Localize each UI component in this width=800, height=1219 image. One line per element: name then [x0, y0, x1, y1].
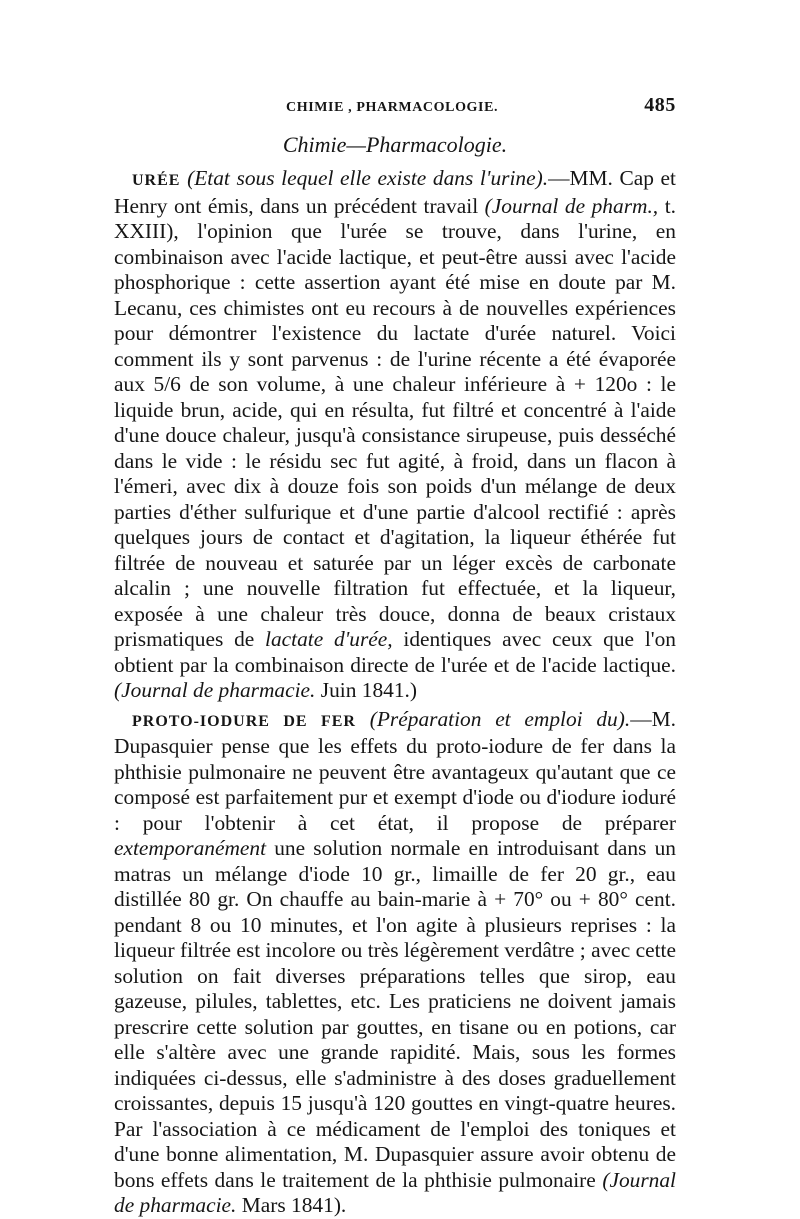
- article-text: —M. Dupasquier pense que les effets du proto-iodure de fer dans la phthisie pulmonaire ne peuvent être avantageux qu'autant que ce composé est parfaitement pur et exempt d'iode ou d'iodure ioduré : pour l'obtenir à cet état, il propose de préparer: [114, 706, 676, 835]
- running-header: [114, 88, 676, 118]
- article-subtitle: (Etat sous lequel elle existe dans l'urine).: [187, 166, 549, 190]
- article-source: (Journal de pharmacie.: [114, 678, 316, 702]
- article-text: une solution normale en introduisant dans un matras un mélange d'iode 10 gr., limaille de fer 20 gr., eau distillée 80 gr. On chauffe au bain-marie à + 70° ou + 80° cent. pendant 8 ou 10 minutes, et l'on agite à plusieurs reprises : la liqueur filtrée est incolore ou très légèrement verdâtre ; avec cette solution on fait diverses préparations telles que sirop, eau gazeuse, pilules, tablettes, etc. Les praticiens ne doivent jamais prescrire cette solution par gouttes, en tisane ou en potions, car elle s'altère avec une grande rapidité. Mais, sous les formes indiquées ci-dessus, elle s'administre à des doses graduellement croissantes, depuis 15 jusqu'à 120 gouttes en vingt-quatre heures. Par l'association à ce médicament de l'emploi des toniques et d'une bonne alimentation, M. Dupasquier assure avoir obtenu de bons effets dans le traitement de la phthisie pulmonaire: [114, 836, 676, 1192]
- article-lead: URÉE: [132, 172, 181, 189]
- article-citation: (Journal de pharm.,: [484, 193, 665, 218]
- article-proto-iodure: [114, 707, 676, 1219]
- article-source: (Journal de pharmacie.: [114, 1167, 676, 1217]
- article-text: —MM. Cap et Henry ont émis, dans un précédent travail: [114, 166, 676, 218]
- article-text: identiques avec ceux que l'on obtient par la combinaison directe de l'urée et de l'acide lactique.: [114, 627, 677, 677]
- section-title: Chimie—Pharmacologie.: [282, 132, 508, 157]
- page-number: 485: [644, 94, 676, 116]
- article-date: Mars 1841).: [236, 1193, 347, 1217]
- article-lead: PROTO-IODURE DE FER: [132, 712, 356, 730]
- article-term: extemporanément: [114, 836, 267, 860]
- article-uree: [114, 166, 676, 704]
- running-title: CHIMIE , PHARMACOLOGIE.: [286, 100, 499, 115]
- book-page: [114, 88, 676, 1219]
- article-date: Juin 1841.): [315, 678, 417, 702]
- article-term: lactate d'urée,: [265, 627, 393, 651]
- article-subtitle: (Préparation et emploi du).: [355, 706, 631, 731]
- article-text: t. XXIII), l'opinion que l'urée se trouve, dans l'urine, en combinaison avec l'acide lactique, et peut-être aussi avec l'acide phosphorique : cette assertion ayant été mise en doute par M. Lecanu, ces chimistes ont eu recours à de nouvelles expériences pour démontrer l'existence du lactate d'urée naturel. Voici comment ils y sont parvenus : de l'urine récente a été évaporée aux 5/6 de son volume, à une chaleur inférieure à + 120o : le liquide brun, acide, qui en résulta, fut filtré et concentré à l'aide d'une douce chaleur, jusqu'à consistance sirupeuse, puis desséché dans le vide : le résidu sec fut agité, à froid, dans un flacon à l'émeri, avec dix à douze fois son poids d'un mélange de deux parties d'éther sulfurique et d'une partie d'alcool rectifié : après quelques jours de contact et d'agitation, la liqueur éthérée fut filtrée de nouveau et saturée par un léger excès de carbonate alcalin ; une nouvelle filtration fut effectuée, et la liqueur, exposée à une chaleur très douce, donna de beaux cristaux prismatiques de: [114, 193, 676, 651]
